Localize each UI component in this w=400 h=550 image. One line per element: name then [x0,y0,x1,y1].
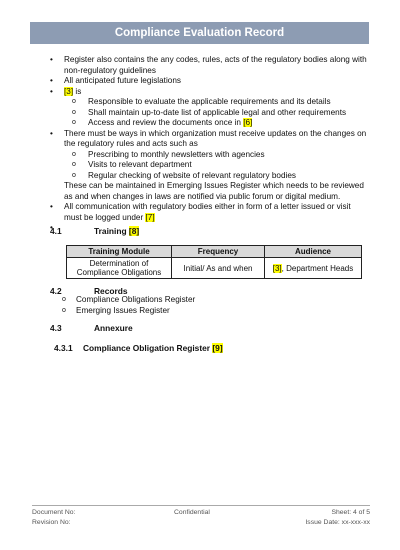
reference-marker: [9] [212,343,223,353]
list-item [48,87,368,98]
sub-list-item [48,150,368,161]
section-heading-training [50,226,139,236]
table-header-cell: Frequency [172,246,265,258]
audience-text: , Department Heads [281,263,354,273]
table-cell-frequency: Initial/ As and when [172,258,265,279]
section-number: 4.3 [50,323,62,333]
section-title: Records [94,286,128,296]
table-cell-audience [265,258,362,279]
sub-list-item-text: Visits to relevant department [88,160,192,169]
sheet-number: Sheet: 4 of 5 [331,509,370,516]
table-header-row [67,246,362,258]
document-no: Document No: [32,509,76,516]
document-title: Compliance Evaluation Record [114,27,285,39]
list-item-text: All anticipated future legislations [64,76,181,85]
section-number: 4.2 [50,286,62,296]
list-item [48,129,368,150]
list-item-text: There must be ways in which organization must receive updates on the changes on the regulatory rules and acts such as [64,128,367,148]
sub-list-item [48,118,368,129]
sub-list-item [62,295,195,306]
section-heading-annexure [50,323,133,333]
sub-list-item [48,160,368,171]
list-item [48,202,368,223]
document-header [30,22,369,44]
revision-no: Revision No: [32,519,71,526]
reference-marker: [3] [272,263,282,273]
list-item [48,76,368,87]
sub-list-item [48,171,368,182]
table-header-cell: Training Module [67,246,172,258]
table-cell-module: Determination of Compliance Obligations [67,258,172,279]
section-number: 4.1 [50,226,62,236]
reference-marker: [7] [145,212,155,222]
training-table [66,245,362,279]
section-title: Training [94,226,129,236]
table-row [67,258,362,279]
sub-list-item [48,108,368,119]
list-item [48,55,368,76]
sub-list-item-text: Emerging Issues Register [76,305,170,315]
subsection-heading-annexure [54,343,223,353]
sub-list-item-text: Regular checking of website of relevant regulatory bodies [88,170,296,180]
subsection-title: Compliance Obligation Register [83,343,213,353]
section-title: Annexure [94,323,133,333]
sub-list-item-text: Responsible to evaluate the applicable requirements and its details [88,97,331,106]
sub-list-item-text: Access and review the documents once in [88,118,244,127]
issue-date: Issue Date: xx-xxx-xx [305,519,370,526]
list-item-text: is [73,86,82,96]
sub-list-item-text: Prescribing to monthly newsletters with agencies [88,149,265,159]
sub-list-item [62,306,195,317]
reference-marker: [3] [64,86,74,96]
records-list [62,295,195,316]
intro-list [48,55,368,234]
footer-divider [32,505,370,506]
list-item-text: Register also contains the any codes, rules, acts of the regulatory bodies along with non-regulatory guidelines [64,55,367,75]
subsection-number: 4.3.1 [54,343,73,353]
reference-marker: [6] [243,118,253,127]
sub-list-item [48,97,368,108]
reference-marker: [8] [128,226,140,236]
confidential-label: Confidential [174,509,210,516]
paragraph: These can be maintained in Emerging Issues Register which needs to be reviewed as and when changes in laws are notified via public forum or digital medium. [64,181,364,201]
sub-list-item-text: Compliance Obligations Register [76,295,196,304]
table-header-cell: Audience [265,246,362,258]
sub-list-item-text: Shall maintain up-to-date list of applicable legal and other requirements [88,107,347,117]
list-item-text: All communication with regulatory bodies either in form of a letter issued or visit must be logged under [64,202,351,222]
